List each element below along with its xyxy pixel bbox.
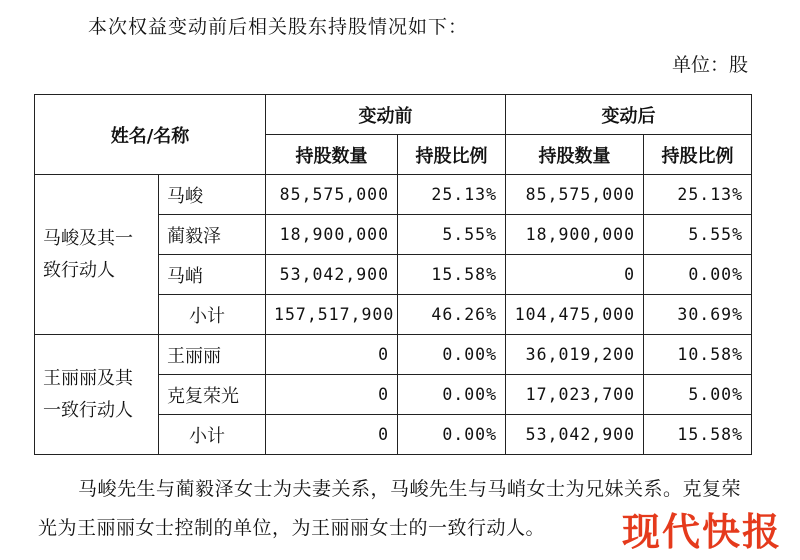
watermark-logo: 现代快报 bbox=[622, 501, 782, 556]
before-ratio: 0.00% bbox=[398, 375, 506, 415]
before-shares: 18,900,000 bbox=[266, 215, 398, 255]
after-shares: 85,575,000 bbox=[506, 175, 644, 215]
before-ratio: 5.55% bbox=[398, 215, 506, 255]
before-ratio: 15.58% bbox=[398, 255, 506, 295]
after-ratio: 5.00% bbox=[644, 375, 752, 415]
table-row bbox=[35, 175, 752, 215]
header-row-top bbox=[35, 95, 752, 135]
group-label-ma-jun: 马峻及其一致行动人 bbox=[35, 175, 159, 335]
before-ratio: 25.13% bbox=[398, 175, 506, 215]
subtotal-label: 小计 bbox=[159, 295, 266, 335]
before-shares: 85,575,000 bbox=[266, 175, 398, 215]
holder-name: 蔺毅泽 bbox=[159, 215, 266, 255]
before-shares: 157,517,900 bbox=[266, 295, 398, 335]
holder-name: 马峻 bbox=[159, 175, 266, 215]
header-before: 变动前 bbox=[266, 95, 506, 135]
after-shares: 53,042,900 bbox=[506, 415, 644, 455]
header-before-shares: 持股数量 bbox=[266, 135, 398, 175]
after-shares: 17,023,700 bbox=[506, 375, 644, 415]
intro-text: 本次权益变动前后相关股东持股情况如下： bbox=[88, 16, 469, 38]
unit-label: 单位：股 bbox=[671, 54, 748, 76]
holder-name: 马峭 bbox=[159, 255, 266, 295]
table-row bbox=[35, 335, 752, 375]
after-ratio: 30.69% bbox=[644, 295, 752, 335]
after-ratio: 0.00% bbox=[644, 255, 752, 295]
before-ratio: 0.00% bbox=[398, 335, 506, 375]
shareholding-table bbox=[34, 94, 752, 455]
before-ratio: 46.26% bbox=[398, 295, 506, 335]
header-name-col: 姓名/名称 bbox=[35, 95, 266, 175]
holder-name: 王丽丽 bbox=[159, 335, 266, 375]
group-label-wang-lili: 王丽丽及其一致行动人 bbox=[35, 335, 159, 455]
before-shares: 53,042,900 bbox=[266, 255, 398, 295]
header-after-shares: 持股数量 bbox=[506, 135, 644, 175]
before-ratio: 0.00% bbox=[398, 415, 506, 455]
after-ratio: 15.58% bbox=[644, 415, 752, 455]
relationship-note: 马峻先生与蔺毅泽女士为夫妻关系，马峻先生与马峭女士为兄妹关系。克复荣光为王丽丽女士控制的单位，为王丽丽女士的一致行动人。 bbox=[38, 478, 742, 539]
after-shares: 104,475,000 bbox=[506, 295, 644, 335]
header-before-ratio: 持股比例 bbox=[398, 135, 506, 175]
before-shares: 0 bbox=[266, 415, 398, 455]
after-shares: 0 bbox=[506, 255, 644, 295]
after-ratio: 25.13% bbox=[644, 175, 752, 215]
after-shares: 36,019,200 bbox=[506, 335, 644, 375]
header-after: 变动后 bbox=[506, 95, 752, 135]
after-ratio: 5.55% bbox=[644, 215, 752, 255]
header-after-ratio: 持股比例 bbox=[644, 135, 752, 175]
subtotal-label: 小计 bbox=[159, 415, 266, 455]
before-shares: 0 bbox=[266, 335, 398, 375]
after-shares: 18,900,000 bbox=[506, 215, 644, 255]
after-ratio: 10.58% bbox=[644, 335, 752, 375]
holder-name: 克复荣光 bbox=[159, 375, 266, 415]
before-shares: 0 bbox=[266, 375, 398, 415]
